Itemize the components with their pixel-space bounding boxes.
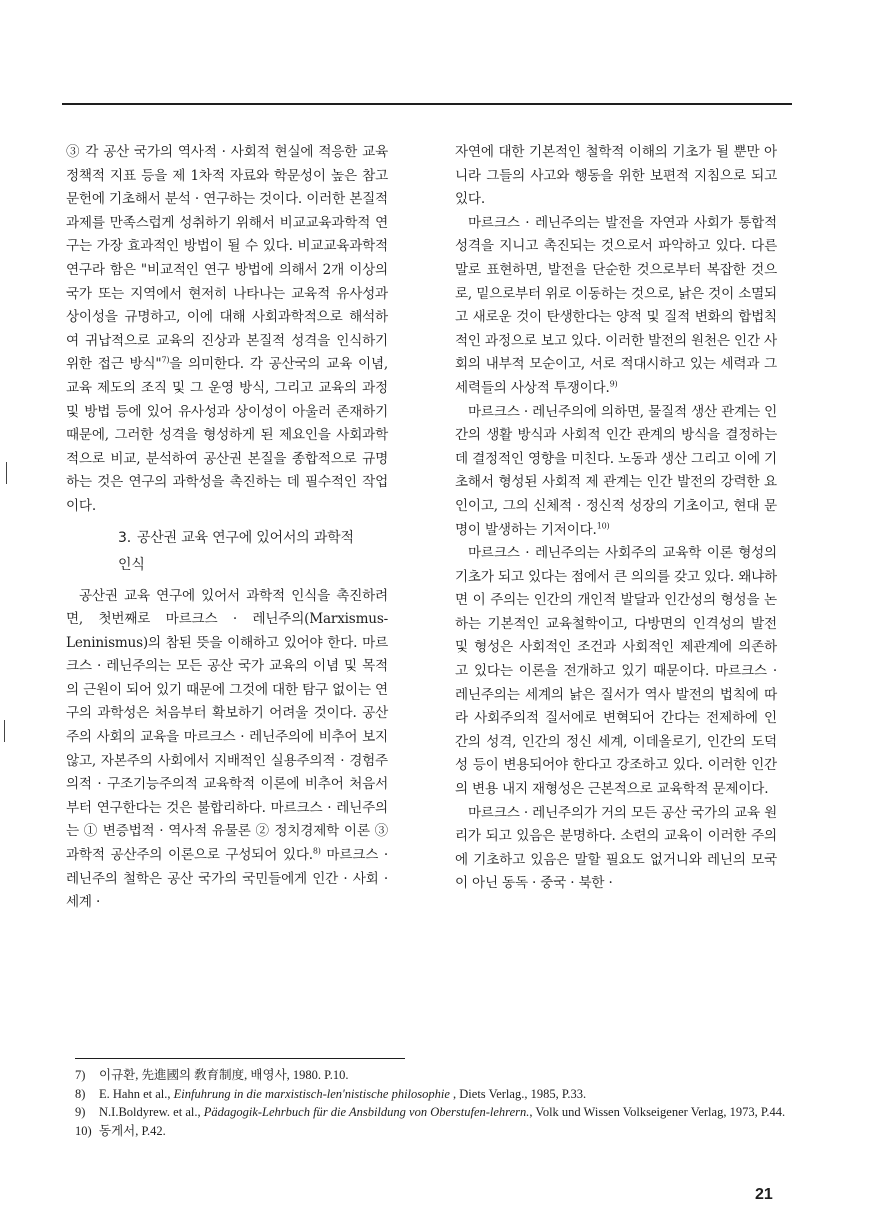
paragraph: 마르크스 · 레닌주의는 발전을 자연과 사회가 통합적 성격을 지니고 촉진되는 것으로서 파악하고 있다. 다른 말로 표현하면, 발전을 단순한 것으로부터 복잡한 것으로, 밑으로부터 위로 이동하는 것으로, 낡은 것이 소멸되고 새로운 것이 탄생한다는 양적 및 질적 변화의 합법칙적인 과정으로 보고 있다. 이러한 발전의 원천은 인간 사회의 내부적 모순이고, 서로 적대시하고 있는 세력과 그 세력들의 사상적 투쟁이다.$^{9)}$	[455, 214, 777, 396]
paragraph: 마르크스 · 레닌주의가 거의 모든 공산 국가의 교육 원리가 되고 있음은 분명하다. 소련의 교육이 이러한 주의에 기초하고 있음은 말할 필요도 없거니와 레닌의 모국이 아닌 동독 · 중국 · 북한 ·	[455, 804, 777, 892]
footnote-ref: 8)	[312, 846, 321, 856]
section-title: 공산권 교육 연구에 있어서의 과학적	[136, 529, 354, 546]
left-column	[66, 141, 388, 915]
footnote-number: 7)	[75, 1068, 86, 1082]
paragraph: 공산권 교육 연구에 있어서 과학적 인식을 촉진하려면, 첫번째로 마르크스 · 레닌주의(Marxismus- Leninismus)의 참된 뜻을 이해하고 있어야 한다. 마르크스 · 레닌주의는 모든 공산 국가 교육의 이념 및 목적의 근원이 되어 있기 때문에 그것에 대한 탐구 없이는 연구의 과학성은 처음부터 확보하기 어려울 것이다. 공산주의 사회의 교육을 마르크스 · 레닌주의에 비추어 보지 않고, 자본주의 사회에서 지배적인 실용주의적 · 경험주의적 · 구조기능주의적 교육학적 이론에 비추어 처음서부터 연구한다는 것은 불합리하다. 마르크스 · 레닌주의는 ① 변증법적 · 역사적 유물론 ② 정치경제학 이론 ③ 과학적 공산주의 이론으로 구성되어 있다.$^{8)}$ 마르크스 · 레닌주의 철학은 공산 국가의 국민들에게 인간 · 사회 · 세계 ·	[66, 587, 388, 911]
footnote-ref: 7)	[161, 355, 170, 365]
footnote-number: 8)	[75, 1086, 86, 1101]
paragraph: 마르크스 · 레닌주의에 의하면, 물질적 생산 관계는 인간의 생활 방식과 사회적 인간 관계의 방식을 결정하는 데 결정적인 영향을 미친다. 노동과 생산 그리고 이에 기초해서 형성된 사회적 제 관계는 인간 발전의 강력한 요인이고, 그의 신체적 · 정신적 성장의 기초이고, 현대 문명이 발생하는 기저이다.$^{10)}$	[455, 403, 777, 538]
footnote-ref: 10)	[596, 520, 610, 530]
footnote-text: N.I.Boldyrew. et al., Pädagogik-Lehrbuch für die Ansbildung von Oberstufen-lehrern., Volk und Wissen Volkseigener Verlag, 1973, P.44.	[99, 1105, 786, 1119]
right-column	[455, 141, 777, 896]
page-number: 21	[755, 1186, 773, 1203]
paragraph: 자연에 대한 기본적인 철학적 이해의 기초가 될 뿐만 아니라 그들의 사고와 행동을 위한 보편적 지침으로 되고 있다.	[455, 144, 777, 208]
paragraph: ③ 각 공산 국가의 역사적 · 사회적 현실에 적응한 교육 정책적 지표 등을 제 1차적 자료와 학문성이 높은 참고문헌에 기초해서 분석 · 연구하는 것이다. 이러한 본질적 과제를 만족스럽게 성취하기 위해서 비교교육과학적 연구는 가장 효과적인 방법이 될 수 있다. 비교교육과학적 연구라 함은 "비교적인 연구 방법에 의해서 2개 이상의 국가 또는 지역에서 현저히 나타나는 교육적 유사성과 상이성을 규명하고, 이에 대해 사회과학적으로 해석하여 귀납적으로 교육의 진상과 본질적 성격을 인식하기 위한 접근 방식"$^{7)}$을 의미한다. 각 공산국의 교육 이념, 교육 제도의 조직 및 그 운영 방식, 그리고 교육의 과정 및 방법 등에 있어 유사성과 상이성이 아울러 존재하기 때문에, 그러한 성격을 형성하게 된 제요인을 사회과학적으로 비교, 분석하여 공산권 본질을 종합적으로 규명하는 것은 연구의 과학성을 촉진하는 데 필수적인 작업이다.	[66, 144, 388, 514]
footnote-text: E. Hahn et al., Einfuhrung in die marxistisch-len'nistische philosophie , Diets Verlag., 1985, P.33.	[99, 1086, 587, 1101]
footnote-text: 이규환, 先進國의 敎育制度, 배영사, 1980. P.10.	[99, 1068, 349, 1082]
footnotes	[75, 1066, 795, 1140]
section-heading	[66, 525, 388, 579]
header-rule	[62, 103, 792, 105]
footnote-text: 동게서, P.42.	[99, 1123, 166, 1138]
footnote-ref: 9)	[609, 379, 618, 389]
footnote-number: 10)	[75, 1123, 92, 1138]
footnote	[75, 1103, 795, 1122]
section-title-continued: 인식	[118, 556, 145, 573]
margin-mark	[4, 720, 5, 742]
section-number: 3.	[118, 529, 131, 546]
margin-mark	[6, 462, 7, 484]
footnote-rule	[75, 1058, 405, 1059]
paragraph: 마르크스 · 레닌주의는 사회주의 교육학 이론 형성의 기초가 되고 있다는 점에서 큰 의의를 갖고 있다. 왜냐하면 이 주의는 인간의 개인적 발달과 인간성의 형성을 논하는 기본적인 교육철학이고, 다방면의 인격성의 발전 및 형성은 사회적인 조건과 사회적인 제관계에 의존하고 있다는 이론을 전개하고 있기 때문이다. 마르크스 · 레닌주의는 세계의 낡은 질서가 역사 발전의 법칙에 따라 사회주의적 질서에로 변혁되어 간다는 전제하에 인간의 성격, 인간의 정신 세계, 이데올로기, 인간의 도덕성 등이 변용되어야 한다고 강조하고 있다. 이러한 인간의 변용 내지 재형성은 근본적으로 교육학적 문제이다.	[455, 545, 777, 798]
footnote-number: 9)	[75, 1105, 86, 1119]
footnote	[75, 1122, 795, 1141]
footnote	[75, 1066, 795, 1085]
footnote	[75, 1085, 795, 1104]
